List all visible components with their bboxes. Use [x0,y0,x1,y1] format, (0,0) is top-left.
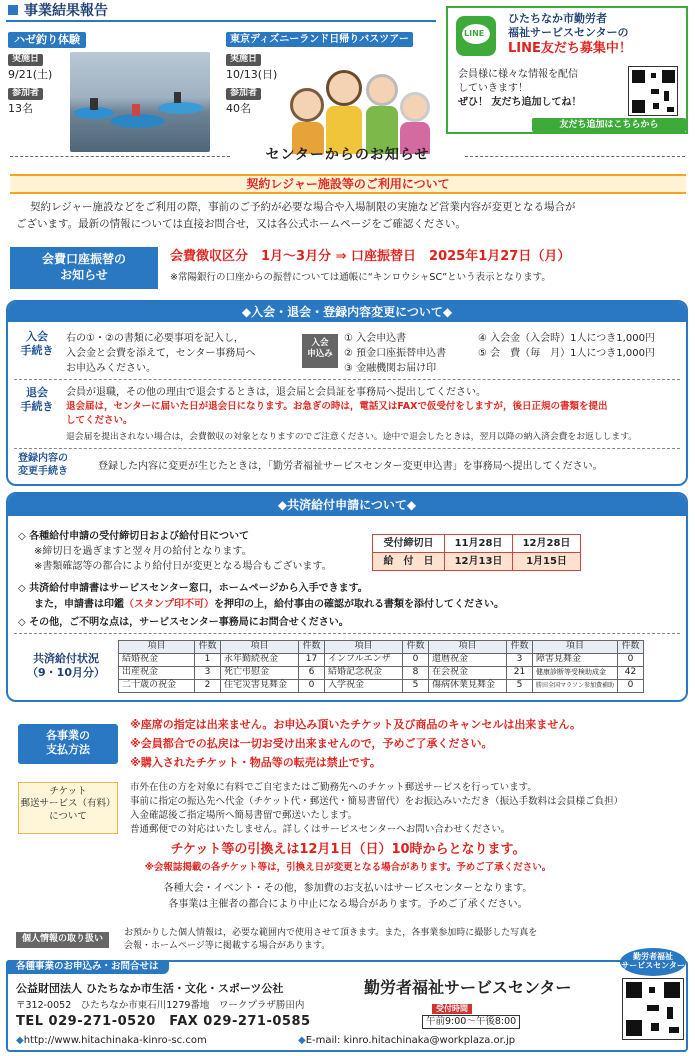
divider [14,379,680,380]
line-qr-code[interactable] [628,66,678,116]
change-text: 登録した内容に変更が生じたときは，「勤労者福祉サービスセンター変更申込書」を事務局へ提出してください。 [98,461,603,472]
mutual-p3: ◇ その他，ご不明な点は，サービスセンター事務局にお問合せください。 [18,617,349,628]
notice-heading-rule [10,156,230,157]
status-label: 共済給付状況 （9・10月分） [27,652,105,680]
address: 〒312-0052 ひたちなか市東石川1279番地 ワークプラザ勝田内 [16,1000,305,1011]
sched-pay: 12月13日 [445,553,513,571]
doc-2: ② 預金口座振替申込書 [344,348,447,359]
ticket-line-2: 事前に指定の振込先へ代金（チケット代・郵送代・簡易書留代）をお振込みいただき（振込手数料は会員様ご負担） [130,796,624,807]
table-row: 二十歳の祝金 2 住宅災害見舞金 0 入学祝金 5 傷病休業見舞金 5 勝田全国マラソン参加費補助 0 [119,680,644,693]
privacy-label: 個人情報の取り扱い [16,932,109,948]
date-label: 実施日 [8,54,43,66]
sched-deadline: 11月28日 [445,535,513,553]
sched-head-label: 受付締切日 [373,535,445,553]
line-body-2: していきます！ [458,83,528,94]
hours-label: 受付時間 [432,1004,472,1014]
doc-3: ③ 金融機関お届け印 [344,363,437,374]
line-friend-box [446,6,688,134]
mutual-p1: ◇ 各種給付申請の受付締切日および給付日について [18,531,249,542]
web-link[interactable]: ◆http://www.hitachinaka-kinro-sc.com [16,1035,207,1046]
sched-pay: 1月15日 [513,553,581,571]
leave-red-2: してください。 [66,415,133,426]
line-title-2: 福祉サービスセンターの [508,26,629,39]
ticket-label: チケット 郵送サービス（有料） について [18,782,118,834]
hours: 午前9:00～午後8:00 [422,1015,520,1029]
leisure-text-1: 契約レジャー施設などをご利用の際，事前のご予約が必要な場合や入場制限の実施など営業内容が変更となる場合が [30,201,576,213]
doc-1: ① 入会申込書 [344,333,407,344]
privacy-text-2: 会報・ホームページ等に掲載する場合があります。 [124,941,331,951]
mutual-panel [6,492,688,702]
globe-icon: ◆ [16,1035,24,1046]
qr-badge: 勤労者福祉 サービスセンター [620,948,686,976]
payment-note-1: ※座席の指定は出来ません。お申込み頂いたチケット及び商品のキャンセルは出来ません。 [130,718,582,731]
mutual-p1a: ※締切日を過ぎますと翌々月の給付となります。 [34,546,252,557]
membership-panel [6,300,688,486]
join-text-1: 右の①・②の書類に必要事項を記入し， [66,333,244,344]
mutual-p1b: ※書類確認等の都合により給付日が変更となる場合もございます。 [34,561,332,572]
privacy-text-1: お預かりした個人情報は，必要な範囲内で使用させて頂きます。また，各事業参加時に撮影した写真を [124,928,538,938]
payment-section [10,716,686,926]
leisure-title: 契約レジャー施設等のご利用について [10,174,686,194]
ticket-line-3: 入金確認後ご指定場所へ簡易書留で郵送いたします。 [130,810,358,821]
table-row: 出産祝金 3 死亡弔慰金 6 結婚記念祝金 8 在会祝金 21 健康診断等受検助成金 42 [119,667,644,680]
tel-fax: TEL 029-271-0520 FAX 029-271-0585 [16,1014,311,1029]
event-count: 40名 [226,102,251,115]
fee-section [10,247,686,291]
tail-2: 各事業は主催者の都合により中止になる場合があります。予めご了承ください。 [168,899,528,910]
sched-pay-label: 給 付 日 [373,553,445,571]
org-big: 勤労者福祉サービスセンター [364,978,572,997]
leave-red-1: 退会届は，センターに届いた日が退会日になります。お急ぎの時は，電話又はFAXで仮受付をしますが，後日正規の書類を提出 [66,401,608,412]
notice-heading: センターからのお知らせ [265,147,430,163]
divider [14,448,680,449]
line-footer-link[interactable]: 友だち追加はこちらから [532,118,686,132]
line-logo-icon: LINE [456,16,496,56]
results-header [6,2,436,22]
date-label: 実施日 [226,54,261,66]
line-body-1: 会員様に様々な情報を配信 [458,69,578,80]
mutual-title: ◆共済給付申請について◆ [8,494,686,516]
fee-main: 会費徴収区分 1月～3月分 ⇒ 口座振替日 2025年1月27日（月） [170,249,571,264]
mutual-p2b: また，申請書は印鑑（スタンプ印不可）を押印の上，給付事由の確認が取れる書類を添付してください。 [34,599,504,610]
change-label: 登録内容の 変更手続き [18,453,68,477]
table-row: 結婚祝金 1 永年勤続祝金 17 インフルエンザ 0 還暦祝金 3 障害見舞金 0 [119,654,644,667]
payment-label: 各事業の 支払方法 [18,724,118,764]
payment-note-3: ※購入されたチケット・物品等の転売は禁止です。 [130,756,381,769]
mutual-stats-table [118,640,644,693]
event-date: 9/21(土) [8,68,53,81]
mail-icon: ◆ [298,1035,306,1046]
exchange-notice: チケット等の引換えは12月1日（日）10時からとなります。 [170,842,526,857]
event-title: ハゼ釣り体験 [8,32,86,48]
family-illustration [290,58,434,154]
join-text-2: 入会金と会費を添えて，センター事務局へ [66,348,256,359]
fee-note: ※常陽銀行の口座からの振替については通帳に“キンロウシャSC”という表示となります。 [170,272,551,283]
sched-deadline: 12月28日 [513,535,581,553]
line-title-1: ひたちなか市勤労者 [508,12,607,25]
fee-4: ④ 入会金（入会時）1人につき1,000円 [478,333,655,344]
fee-label: 会費口座振替の お知らせ [10,247,158,289]
org-small: 公益財団法人 ひたちなか市生活・文化・スポーツ公社 [16,982,284,995]
count-label: 参加者 [226,88,261,100]
leisure-section [10,174,686,236]
apply-label: 入会 申込み [302,334,338,368]
email-link[interactable]: ◆E-mail: kinro.hitachinaka@workplaza.or.jp [298,1035,516,1046]
divider [14,633,680,634]
leave-text-1: 会員が退職，その他の理由で退会するときは，退会届と会員証を事務局へ提出してください。 [66,387,486,398]
ticket-line-4: 普通郵便での対応はいたしません。詳しくはサービスセンターへお問い合わせください。 [130,824,511,835]
results-header-marker [8,5,18,15]
leave-label: 退会 手続き [20,386,54,414]
results-title: 事業結果報告 [24,3,108,19]
event-card-fishing [8,32,208,132]
footer [6,952,688,1052]
payment-schedule [372,534,581,571]
center-qr-code[interactable] [622,978,684,1040]
event-count: 13名 [8,102,33,115]
membership-title: ◆入会・退会・登録内容変更について◆ [8,302,686,322]
fee-5: ⑤ 会 費（毎 月）1人につき1,000円 [478,348,655,359]
footer-tab: 各種事業のお申込み・お問合せは [6,960,169,974]
fishing-photo [70,52,210,152]
event-card-disney [226,32,436,132]
privacy-section [10,928,686,956]
tail-1: 各種大会・イベント・その他，参加費のお支払いはサービスセンターとなります。 [163,883,533,894]
join-text-3: お申込みください。 [66,363,156,374]
line-title-3: LINE友だち募集中！ [508,41,632,56]
notice-heading-rule [465,156,685,157]
count-label: 参加者 [8,88,43,100]
payment-note-2: ※会員都合での払戻は一切お受け出来ませんので，予めご了承ください。 [130,737,493,750]
ticket-line-1: 市外在住の方を対象に有料でご自宅またはご勤務先へのチケット郵送サービスを行っています。 [130,782,537,793]
event-title: 東京ディズニーランド日帰りバスツアー [226,32,413,47]
leave-text-3: 退会届を提出されない場合は，会費徴収の対象となりますのでご注意ください。途中で退会したときは，翌月以降の納入済会費をお返しします。 [66,432,638,442]
event-date: 10/13(日) [226,68,278,81]
mutual-p2: ◇ 共済給付申請書はサービスセンター窓口，ホームページから入手できます。 [18,583,368,594]
join-label: 入会 手続き [20,330,54,358]
leisure-text-2: ございます。最新の情報については直接お問合せ，又は各公式ホームページをご確認ください。 [16,218,466,230]
line-body-3: ぜひ！ 友だち追加してね！ [458,97,582,108]
stats-header-row: 項目 件数 項目 件数 項目 件数 項目 件数 項目 件数 [119,641,644,654]
exchange-note: ※会報誌掲載の各チケット等は，引換え日が変更となる場合があります。予めご了承ください。 [144,862,552,873]
